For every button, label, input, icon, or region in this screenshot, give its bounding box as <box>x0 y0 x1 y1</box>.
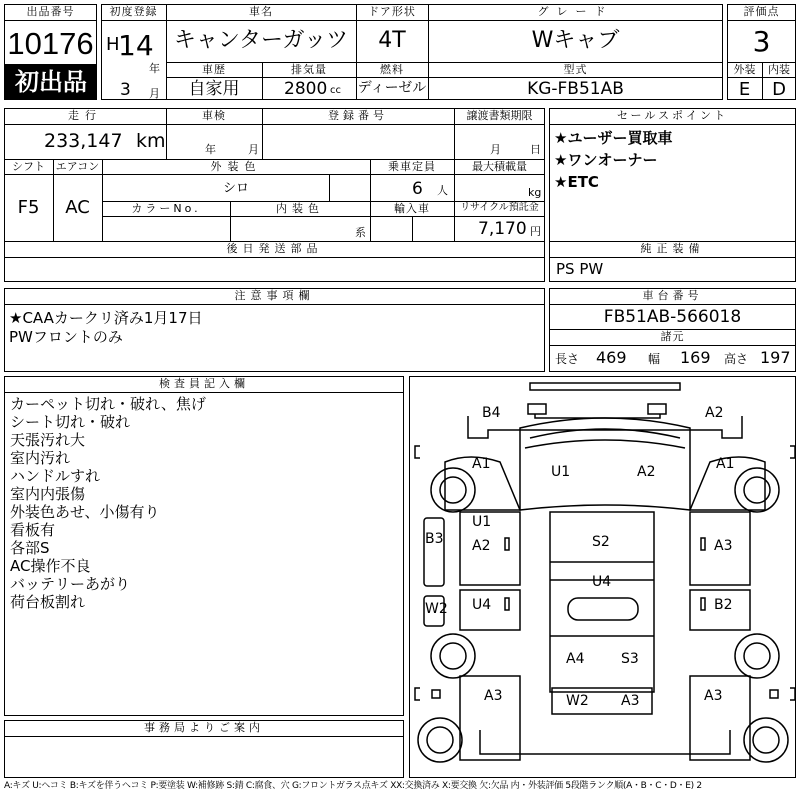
first-reg-month: 3 <box>120 80 131 100</box>
width-label: 幅 <box>648 352 661 366</box>
inspector-lines <box>10 395 206 611</box>
inspector-line: カーペット切れ・破れ、焦げ <box>10 395 206 413</box>
note-line-1: ★CAAカークリ済み1月17日 <box>9 309 203 327</box>
inspector-line: ハンドルすれ <box>10 467 101 485</box>
shift-label: シフト <box>12 160 45 173</box>
mark-a1-left: A1 <box>472 456 491 472</box>
sales-point-3: ★ETC <box>554 173 599 191</box>
interior-label: 内装 <box>768 63 790 76</box>
mark-w2-rear: W2 <box>566 693 589 709</box>
mark-a2-top-right: A2 <box>705 405 724 421</box>
history-value: 自家用 <box>188 79 240 99</box>
capacity-label: 乗車定員 <box>388 160 436 173</box>
era: H <box>106 34 120 55</box>
mileage-unit: km <box>136 130 166 152</box>
inspector-line: 各部S <box>10 539 50 557</box>
notes-label: 注意事項欄 <box>234 289 315 302</box>
recycle-unit: 円 <box>530 225 541 238</box>
mark-u1-cab: U1 <box>551 464 571 480</box>
damage-diagram <box>409 376 796 778</box>
car-name: キャンターガッツ <box>173 28 349 53</box>
genuine-value: PS PW <box>556 260 604 278</box>
grade-value: Wキャブ <box>531 28 620 53</box>
car-name-label: 車名 <box>249 5 273 18</box>
first-listing-badge: 初出品 <box>5 64 97 100</box>
shift-value: F5 <box>17 197 40 218</box>
inspector-line: AC操作不良 <box>10 557 91 575</box>
first-reg-label: 初度登録 <box>109 5 158 18</box>
mark-a2-door-left: A2 <box>472 538 491 554</box>
inspector-line: 看板有 <box>10 521 56 539</box>
score-label: 評価点 <box>743 5 780 18</box>
model-label: 型式 <box>563 63 588 76</box>
chassis-number: FB51AB-566018 <box>603 307 742 327</box>
history-label: 車歴 <box>202 63 226 76</box>
capacity-unit: 人 <box>437 184 448 197</box>
mark-u4-left: U4 <box>472 597 492 613</box>
cab-outline <box>520 418 690 510</box>
displacement-label: 排気量 <box>291 63 327 76</box>
lot-number: 10176 <box>7 26 94 61</box>
mark-a3-rear: A3 <box>621 693 640 709</box>
sales-point-2: ★ワンオーナー <box>554 151 658 169</box>
max-load-label: 最大積載量 <box>472 160 527 173</box>
exterior-label: 外装 <box>733 63 756 76</box>
inspector-line: 室内汚れ <box>10 449 71 467</box>
genuine-label: 純正装備 <box>640 242 705 255</box>
model-value: KG-FB51AB <box>527 79 624 99</box>
month-unit: 月 <box>149 87 160 100</box>
width-value: 169 <box>680 348 711 367</box>
recycle-label: リサイクル預託金 <box>460 202 539 213</box>
mark-a3-door-right: A3 <box>714 538 733 554</box>
mileage-label: 走行 <box>68 109 102 122</box>
sales-point-1: ★ユーザー買取車 <box>554 129 673 147</box>
door-value: 4T <box>378 28 406 53</box>
wheel-bottom-left <box>418 718 462 762</box>
dims-label: 諸元 <box>660 330 685 343</box>
office-label: 事務局よりご案内 <box>144 721 264 734</box>
length-label: 長さ <box>555 352 580 366</box>
roof-marker <box>530 383 680 390</box>
mark-a2-cab: A2 <box>637 464 656 480</box>
chassis-label: 車台番号 <box>642 289 703 302</box>
inspector-line: 荷台板割れ <box>10 593 86 611</box>
mark-b3-left: B3 <box>425 531 444 547</box>
score-value: 3 <box>752 25 771 58</box>
ext-color-label: 外装色 <box>210 160 262 173</box>
int-color-label: 内装色 <box>276 202 324 215</box>
first-reg-year: 14 <box>118 29 154 62</box>
inspector-line: 外装色あせ、小傷有り <box>10 503 160 521</box>
inspection-label: 車検 <box>202 109 226 122</box>
transfer-day-unit: 日 <box>530 143 541 156</box>
inspector-line: シート切れ・破れ <box>10 413 131 431</box>
mark-b2-right: B2 <box>714 597 733 613</box>
grade-label: グレード <box>537 5 614 18</box>
wheel-front-left <box>431 468 475 512</box>
mirror-left <box>424 518 444 586</box>
wheel-front-right <box>735 468 779 512</box>
mark-u1-door-left: U1 <box>472 514 492 530</box>
inspection-month-unit: 月 <box>248 143 259 156</box>
exterior-grade: E <box>738 79 751 100</box>
mark-b4-top-left: B4 <box>482 405 501 421</box>
inspector-line: 室内内張傷 <box>10 485 86 503</box>
mark-a1-right: A1 <box>716 456 735 472</box>
ac-value: AC <box>65 197 90 218</box>
year-unit: 年 <box>149 62 160 75</box>
lot-label: 出品番号 <box>26 5 75 18</box>
note-line-2: PWフロントのみ <box>9 328 123 346</box>
mark-s2-center: S2 <box>592 534 610 550</box>
recycle-value: 7,170 <box>478 219 527 239</box>
ext-color-value: シロ <box>222 181 249 196</box>
door-label: ドア形状 <box>368 5 416 18</box>
max-load-unit: kg <box>528 186 542 199</box>
capacity-value: 6 <box>412 179 423 199</box>
transfer-label: 譲渡書類期限 <box>466 109 533 122</box>
mark-s3-bed: S3 <box>621 651 639 667</box>
plate-label: 登録番号 <box>328 109 388 122</box>
mark-a3-rear-right: A3 <box>704 688 723 704</box>
ac-label: エアコン <box>55 160 100 173</box>
fuel-value: ディーゼル <box>357 80 427 96</box>
later-parts-label: 後日発送部品 <box>226 242 323 255</box>
inspector-line: バッテリーあがり <box>10 575 131 593</box>
int-color-unit: 系 <box>355 226 366 239</box>
displacement-unit: cc <box>330 85 341 96</box>
inspection-year-unit: 年 <box>205 143 216 156</box>
length-value: 469 <box>596 348 627 367</box>
front-bumper <box>468 416 742 438</box>
sales-points-label: セールスポイント <box>616 109 728 122</box>
wheel-rear-left <box>431 634 475 678</box>
inspector-line: 天張汚れ大 <box>10 431 86 449</box>
import-label: 輸入車 <box>394 202 430 215</box>
fuel-label: 燃料 <box>380 63 404 76</box>
legend: A:キズ U:ヘコミ B:キズを伴うヘコミ P:要塗装 W:補修跡 S:錆 C:腐食、穴 G:フロントガラス点キズ XX:交換済み X:要交換 欠:欠品 内・外装評価 5段階ランク順(A・B・C・D・E) 2 <box>4 781 702 791</box>
height-label: 高さ <box>724 352 749 366</box>
mark-a3-rear-left: A3 <box>484 688 503 704</box>
color-no-label: カラーNo. <box>131 202 201 215</box>
inspector-label: 検査員記入欄 <box>159 377 249 390</box>
interior-grade: D <box>772 79 786 100</box>
mark-u4-center: U4 <box>592 574 612 590</box>
displacement-value: 2800 <box>284 79 328 99</box>
mark-a4-bed: A4 <box>566 651 585 667</box>
transfer-month-unit: 月 <box>490 143 501 156</box>
mark-w2-left: W2 <box>425 601 448 617</box>
mileage-value: 233,147 <box>44 130 123 152</box>
height-value: 197 <box>760 348 791 367</box>
wheel-rear-right <box>735 634 779 678</box>
